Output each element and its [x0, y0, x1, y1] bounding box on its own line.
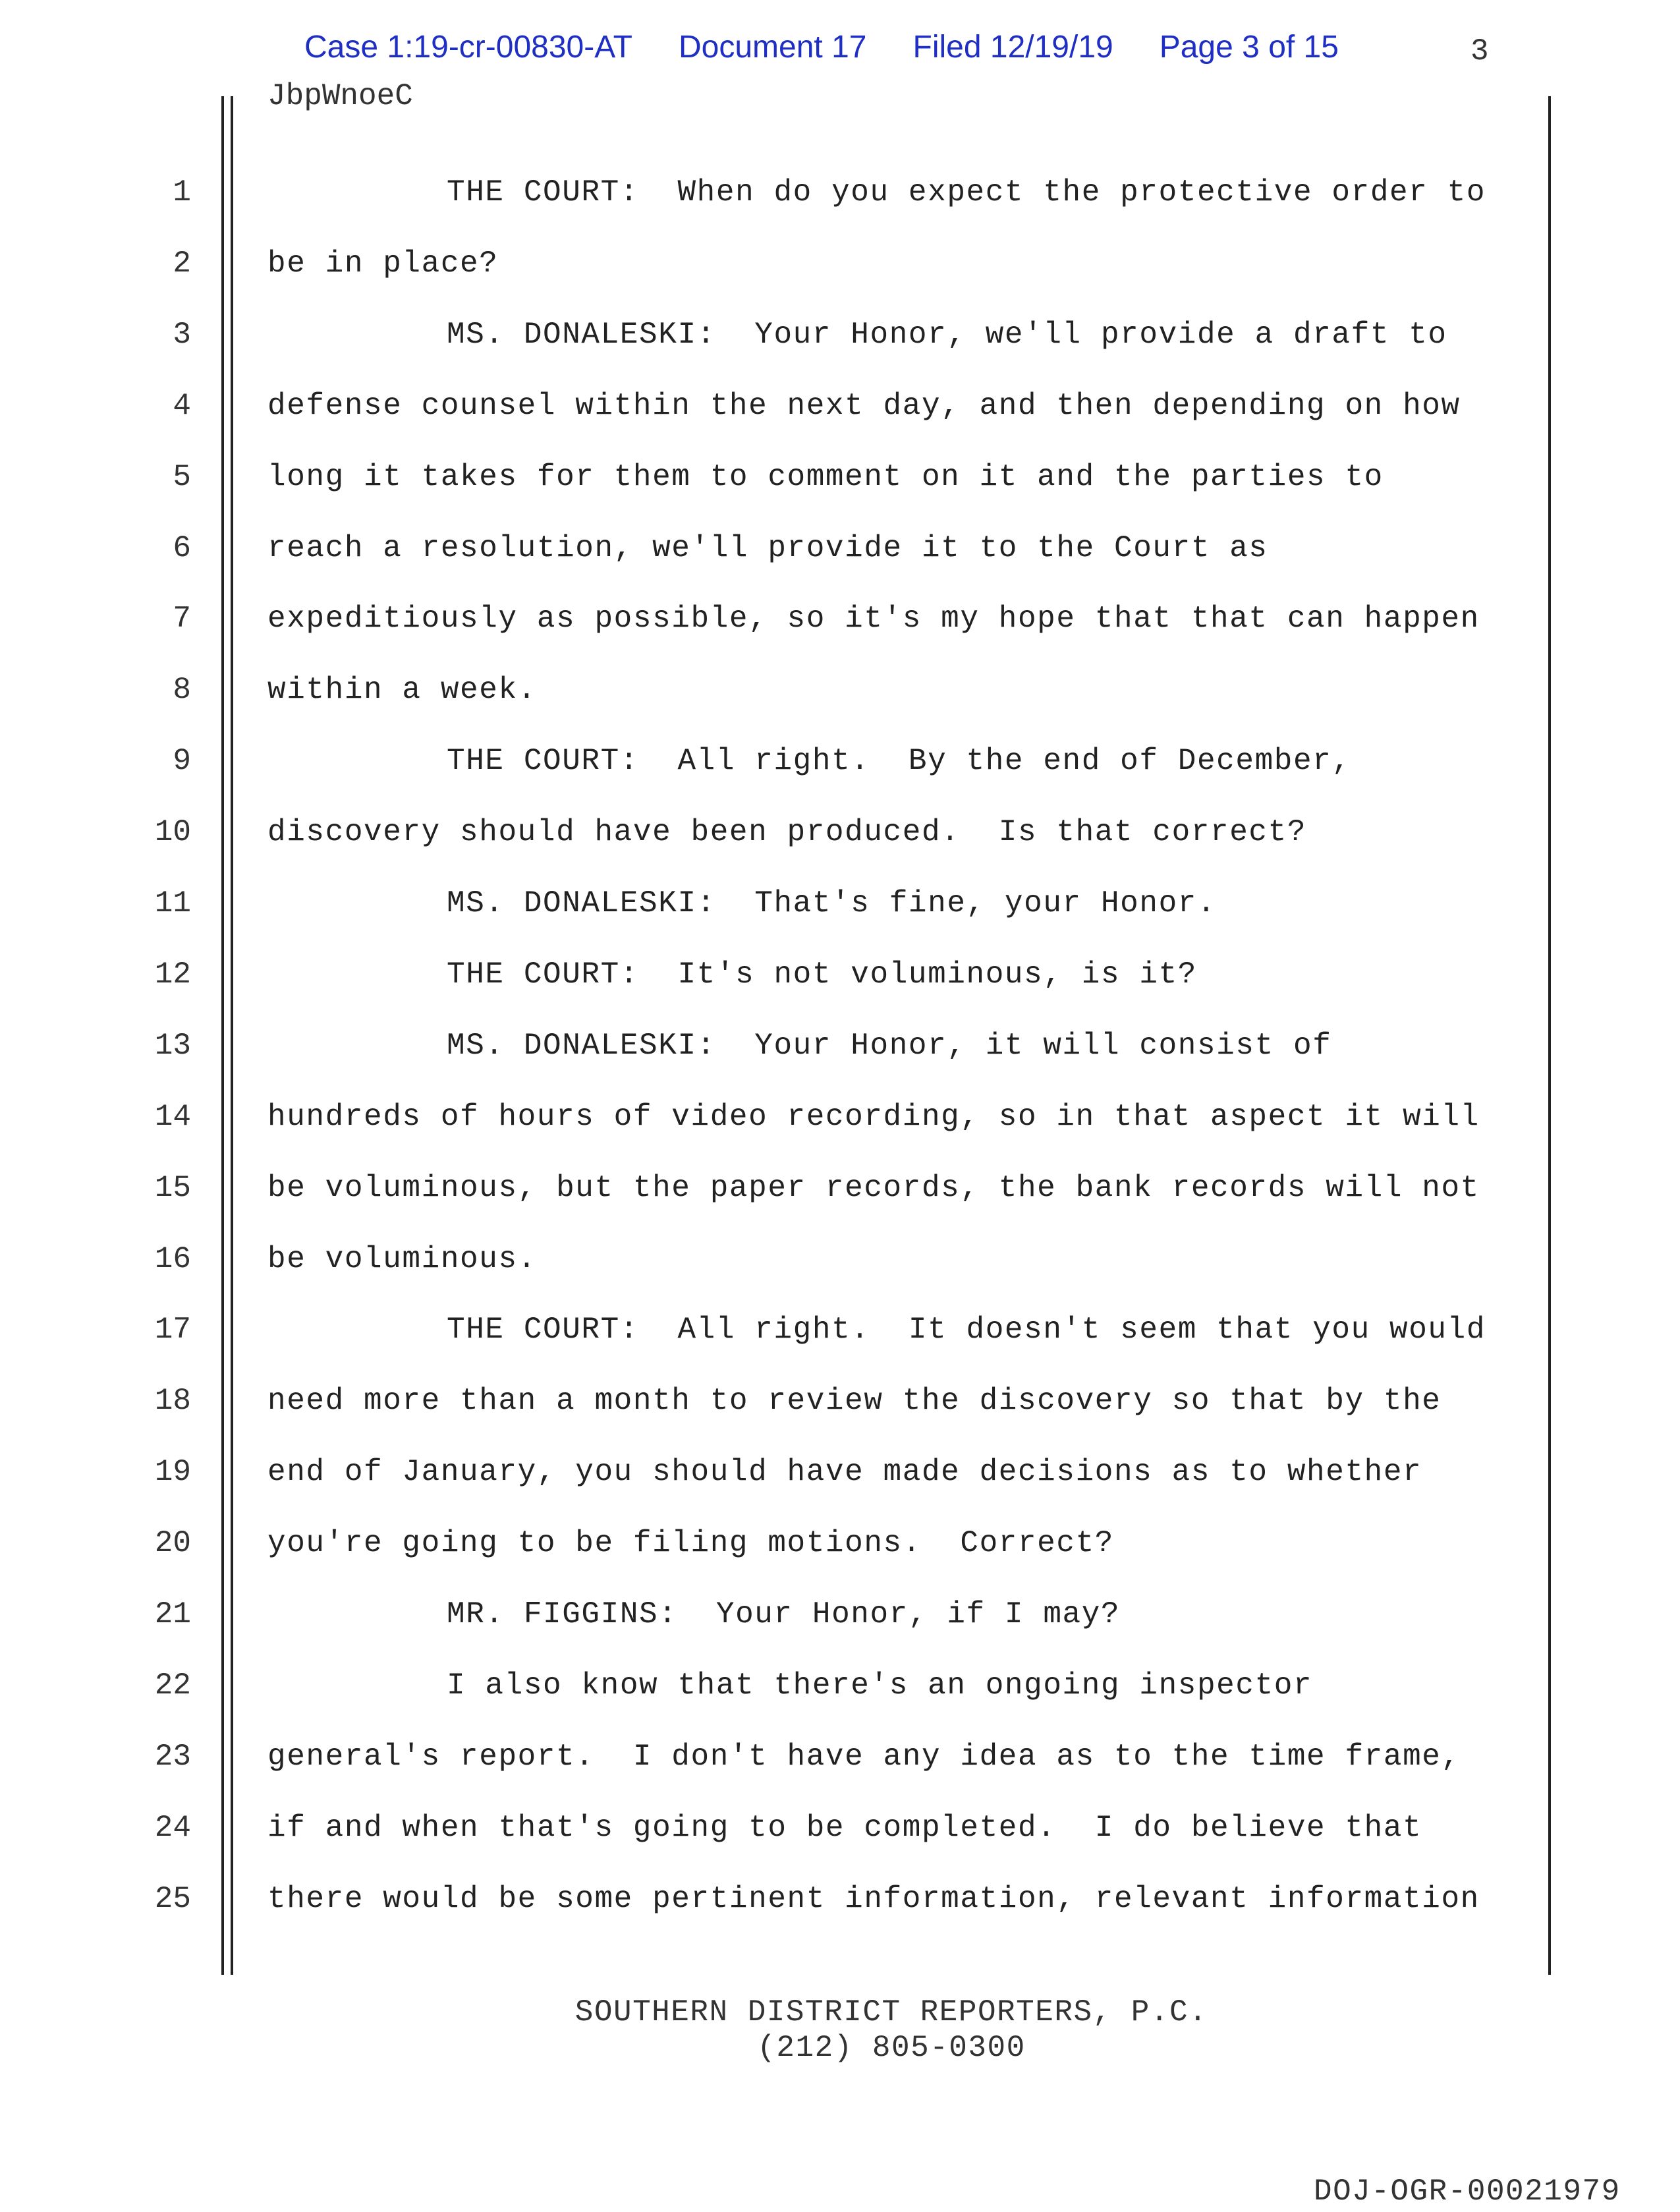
line-text: you're going to be filing motions. Correct? — [267, 1526, 1114, 1561]
line-number: 3 — [173, 317, 191, 352]
line-text: be voluminous, but the paper records, the bank records will not — [267, 1170, 1480, 1205]
header-spacer — [632, 29, 679, 65]
transcript-job-id: JbpWnoeC — [267, 79, 413, 113]
line-number: 25 — [154, 1881, 191, 1916]
line-number: 5 — [173, 459, 191, 494]
line-number: 23 — [154, 1739, 191, 1774]
transcript-line — [0, 744, 1680, 815]
transcript-line — [0, 1100, 1680, 1171]
transcript-line — [0, 175, 1680, 246]
transcript-line — [0, 815, 1680, 886]
line-number: 15 — [154, 1170, 191, 1205]
case-number: Case 1:19-cr-00830-AT — [304, 30, 632, 65]
line-number: 12 — [154, 957, 191, 992]
line-number: 13 — [154, 1028, 191, 1063]
line-text: MS. DONALESKI: That's fine, your Honor. — [447, 886, 1217, 921]
transcript-line — [0, 1029, 1680, 1100]
line-number: 16 — [154, 1241, 191, 1276]
transcript-line — [0, 1668, 1680, 1740]
line-text: there would be some pertinent information, relevant information — [267, 1881, 1480, 1916]
line-number: 4 — [173, 388, 191, 423]
page-of-total: Page 3 of 15 — [1159, 30, 1339, 65]
transcript-line — [0, 318, 1680, 389]
transcript-line — [0, 1313, 1680, 1384]
line-number: 21 — [154, 1597, 191, 1631]
transcript-line — [0, 1811, 1680, 1882]
line-number: 7 — [173, 602, 191, 637]
line-number: 10 — [154, 815, 191, 850]
reporter-name: SOUTHERN DISTRICT REPORTERS, P.C. — [574, 1995, 1208, 2029]
header-spacer — [867, 29, 913, 65]
line-text: need more than a month to review the discovery so that by the — [267, 1384, 1442, 1419]
case-header — [304, 29, 1339, 65]
line-text: THE COURT: All right. It doesn't seem that you would — [447, 1313, 1486, 1347]
line-text: within a week. — [267, 673, 537, 708]
line-text: MS. DONALESKI: Your Honor, we'll provide a draft to — [447, 317, 1447, 352]
transcript-line — [0, 1242, 1680, 1313]
transcript-line — [0, 957, 1680, 1029]
line-number: 14 — [154, 1099, 191, 1134]
line-number: 22 — [154, 1668, 191, 1703]
transcript-line — [0, 1882, 1680, 1953]
line-text: expeditiously as possible, so it's my hope that that can happen — [267, 602, 1480, 637]
transcript-line — [0, 1171, 1680, 1242]
transcript-line — [0, 1455, 1680, 1526]
transcript-line — [0, 886, 1680, 957]
line-text: defense counsel within the next day, and then depending on how — [267, 388, 1461, 423]
transcript-line — [0, 673, 1680, 744]
header-spacer — [1113, 29, 1160, 65]
bates-number: DOJ-OGR-00021979 — [1314, 2174, 1621, 2209]
line-number: 1 — [173, 175, 191, 210]
page-number: 3 — [1470, 34, 1489, 69]
line-text: reach a resolution, we'll provide it to the Court as — [267, 530, 1268, 565]
transcript-line — [0, 1384, 1680, 1455]
transcript-line — [0, 1740, 1680, 1811]
line-number: 17 — [154, 1313, 191, 1347]
transcript-line — [0, 246, 1680, 318]
line-text: end of January, you should have made decisions as to whether — [267, 1455, 1422, 1490]
line-number: 2 — [173, 246, 191, 281]
transcript-line — [0, 460, 1680, 531]
filed-date: Filed 12/19/19 — [912, 30, 1113, 65]
line-text: MR. FIGGINS: Your Honor, if I may? — [447, 1597, 1121, 1631]
line-text: be voluminous. — [267, 1241, 537, 1276]
line-number: 20 — [154, 1526, 191, 1561]
line-text: general's report. I don't have any idea as to the time frame, — [267, 1739, 1461, 1774]
document-number: Document 17 — [679, 30, 867, 65]
transcript-line — [0, 602, 1680, 673]
line-text: THE COURT: When do you expect the protective order to — [447, 175, 1486, 210]
line-number: 8 — [173, 673, 191, 708]
line-text: if and when that's going to be completed. I do believe that — [267, 1810, 1422, 1845]
line-number: 19 — [154, 1455, 191, 1490]
transcript-line — [0, 531, 1680, 602]
transcript-line — [0, 389, 1680, 460]
line-text: THE COURT: All right. By the end of December, — [447, 744, 1351, 779]
line-text: THE COURT: It's not voluminous, is it? — [447, 957, 1197, 992]
transcript-line — [0, 1597, 1680, 1668]
line-number: 18 — [154, 1384, 191, 1419]
line-number: 6 — [173, 530, 191, 565]
line-text: long it takes for them to comment on it and the parties to — [267, 459, 1384, 494]
line-text: hundreds of hours of video recording, so in that aspect it will — [267, 1099, 1480, 1134]
line-text: MS. DONALESKI: Your Honor, it will consist of — [447, 1028, 1332, 1063]
line-number: 9 — [173, 744, 191, 779]
line-text: be in place? — [267, 246, 499, 281]
reporter-phone: (212) 805-0300 — [757, 2031, 1026, 2065]
line-number: 11 — [154, 886, 191, 921]
line-text: discovery should have been produced. Is that correct? — [267, 815, 1307, 850]
line-text: I also know that there's an ongoing inspector — [447, 1668, 1313, 1703]
line-number: 24 — [154, 1810, 191, 1845]
transcript-line — [0, 1526, 1680, 1597]
